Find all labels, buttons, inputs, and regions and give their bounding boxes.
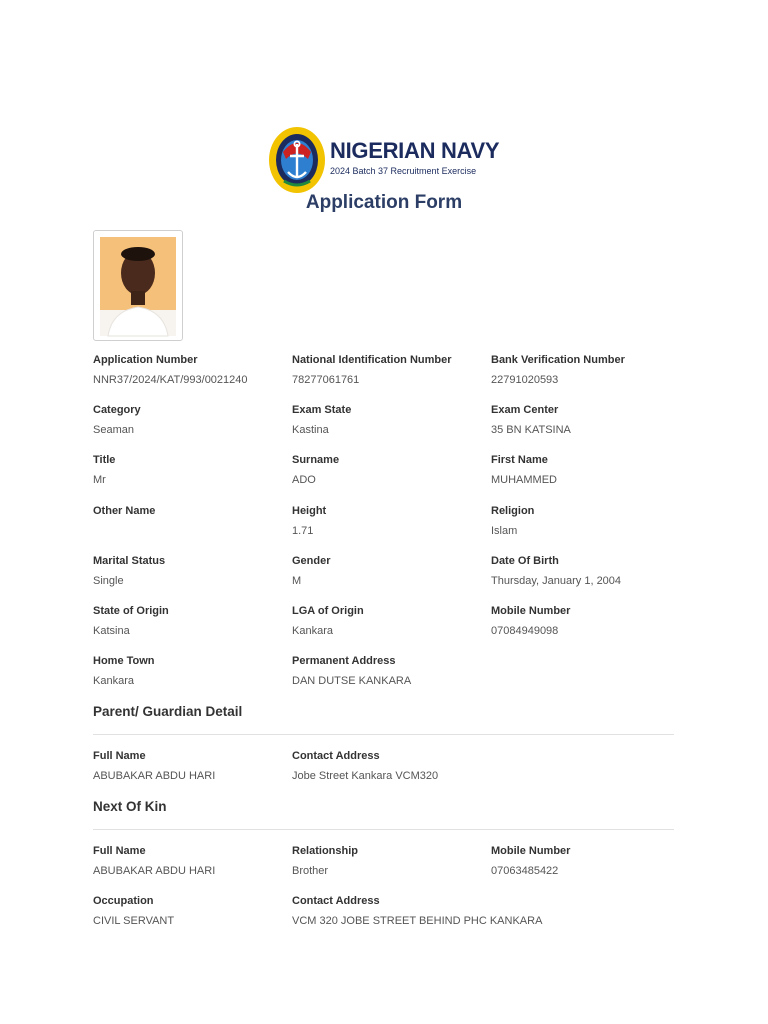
field-value: Seaman xyxy=(93,424,134,437)
field-row xyxy=(93,844,693,888)
field-value: 22791020593 xyxy=(491,374,559,386)
field-label: Occupation xyxy=(93,895,154,907)
navy-crest-logo xyxy=(268,126,326,194)
field-label: Category xyxy=(93,404,141,417)
field-row xyxy=(93,353,693,397)
field-value: MUHAMMED xyxy=(491,474,557,487)
field-value: 35 BN KATSINA xyxy=(491,424,571,437)
field-label: Contact Address xyxy=(292,750,380,762)
field-label: Bank Verification Number xyxy=(491,354,625,366)
field-label: Relationship xyxy=(292,845,359,857)
form-field xyxy=(93,554,288,588)
field-label: Full Name xyxy=(93,845,146,857)
form-field xyxy=(491,403,686,437)
field-value: CIVIL SERVANT xyxy=(93,915,175,927)
form-field xyxy=(292,554,487,588)
form-field xyxy=(93,604,288,638)
brand-subtitle: 2024 Batch 37 Recruitment Exercise xyxy=(330,166,477,176)
field-row xyxy=(93,504,693,548)
field-label: Application Number xyxy=(93,354,198,366)
field-label: Surname xyxy=(292,454,340,467)
field-label: Mobile Number xyxy=(491,605,571,617)
field-value: Katsina xyxy=(93,625,130,637)
form-field xyxy=(292,894,543,928)
guardian-divider xyxy=(93,734,674,735)
field-value: Brother xyxy=(292,865,329,877)
form-field xyxy=(93,654,288,688)
field-row xyxy=(93,403,693,447)
page-title: Application Form xyxy=(305,192,463,213)
field-value: Jobe Street Kankara VCM320 xyxy=(292,770,439,782)
next-of-kin-divider xyxy=(93,829,674,830)
field-value: DAN DUTSE KANKARA xyxy=(292,675,412,688)
field-row xyxy=(93,749,693,793)
field-label: Full Name xyxy=(93,750,146,762)
field-value: M xyxy=(292,574,302,587)
form-field xyxy=(292,749,487,783)
passport-photo xyxy=(93,230,183,341)
form-field xyxy=(93,453,288,487)
field-label: Contact Address xyxy=(292,895,380,907)
form-field xyxy=(93,403,288,437)
form-field xyxy=(491,844,686,878)
field-value: VCM 320 JOBE STREET BEHIND PHC KANKARA xyxy=(292,915,543,927)
field-row xyxy=(93,654,693,698)
form-field xyxy=(491,453,686,487)
form-field xyxy=(93,894,288,928)
field-value: ADO xyxy=(292,474,316,487)
field-row xyxy=(93,894,693,938)
field-value: 1.71 xyxy=(292,524,314,537)
form-field xyxy=(292,403,487,437)
field-label: Home Town xyxy=(93,655,155,668)
brand-name: NIGERIAN NAVY xyxy=(330,138,500,163)
field-label: Permanent Address xyxy=(292,655,396,668)
header xyxy=(268,126,508,194)
form-field xyxy=(292,353,487,387)
applicant-photo-image xyxy=(94,231,182,340)
field-value: 78277061761 xyxy=(292,374,360,386)
form-field xyxy=(292,504,487,538)
field-label: Exam State xyxy=(292,404,352,417)
field-label: Other Name xyxy=(93,504,156,517)
field-value: Islam xyxy=(491,524,518,537)
field-label: National Identification Number xyxy=(292,354,452,366)
form-field xyxy=(292,654,487,688)
field-value: Kankara xyxy=(93,675,134,688)
form-field xyxy=(93,844,288,878)
form-field xyxy=(491,353,686,387)
field-label: State of Origin xyxy=(93,605,169,617)
form-field xyxy=(93,749,288,783)
form-field xyxy=(491,554,686,588)
field-label: LGA of Origin xyxy=(292,605,364,617)
field-value: Kankara xyxy=(292,625,333,637)
field-value: NNR37/2024/KAT/993/0021240 xyxy=(93,374,248,386)
form-field xyxy=(292,604,487,638)
field-label: Exam Center xyxy=(491,404,559,417)
field-label: Mobile Number xyxy=(491,845,571,857)
next-of-kin-section-title: Next Of Kin xyxy=(93,799,167,814)
field-value: 07063485422 xyxy=(491,865,559,877)
field-value: ABUBAKAR ABDU HARI xyxy=(93,865,216,877)
field-label: Marital Status xyxy=(93,554,166,567)
field-label: Title xyxy=(93,454,116,467)
form-field xyxy=(93,353,288,387)
form-field xyxy=(292,844,487,878)
field-label: Height xyxy=(292,504,327,517)
field-label: Gender xyxy=(292,554,331,567)
field-row xyxy=(93,453,693,497)
field-label: Religion xyxy=(491,504,535,517)
field-value: Thursday, January 1, 2004 xyxy=(491,574,622,587)
field-row xyxy=(93,554,693,598)
field-value: Kastina xyxy=(292,424,329,437)
guardian-section-title: Parent/ Guardian Detail xyxy=(93,704,243,719)
field-value: Single xyxy=(93,574,124,587)
field-label: Date Of Birth xyxy=(491,554,559,567)
field-value: ABUBAKAR ABDU HARI xyxy=(93,770,216,782)
field-row xyxy=(93,604,693,648)
form-field xyxy=(93,504,288,524)
form-field xyxy=(491,604,686,638)
field-value: 07084949098 xyxy=(491,625,559,637)
field-label: First Name xyxy=(491,454,548,467)
form-field xyxy=(491,504,686,538)
field-value: Mr xyxy=(93,474,106,487)
form-field xyxy=(292,453,487,487)
